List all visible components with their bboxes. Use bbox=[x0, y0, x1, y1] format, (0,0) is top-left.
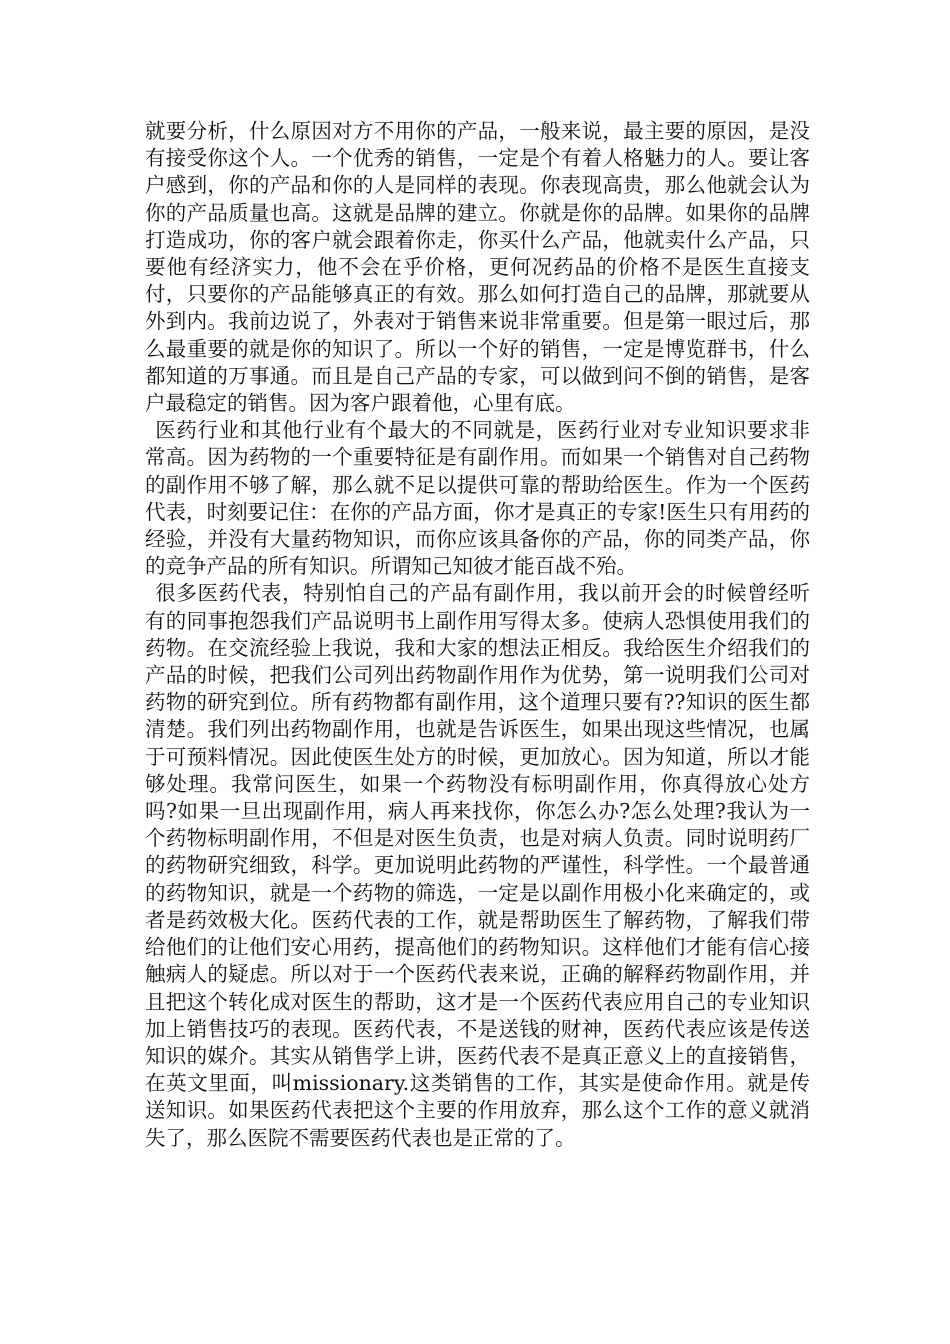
paragraph-brand: 就要分析，什么原因对方不用你的产品，一般来说，最主要的原因，是没有接受你这个人。一个优秀的销售，一定是个有着人格魅力的人。要让客户感到，你的产品和你的人是同样的表现。你表现高贵，那么他就会认为你的产品质量也高。这就是品牌的建立。你就是你的品牌。如果你的品牌打造成功，你的客户就会跟着你走，你买什么产品，他就卖什么产品，只要他有经济实力，他不会在乎价格，更何况药品的价格不是医生直接支付，只要你的产品能够真正的有效。那么如何打造自己的品牌，那就要从外到内。我前边说了，外表对于销售来说非常重要。但是第一眼过后，那么最重要的就是你的知识了。所以一个好的销售，一定是博览群书，什么都知道的万事通。而且是自己产品的专家，可以做到问不倒的销售，是客户最稳定的销售。因为客户跟着他，心里有底。 bbox=[145, 119, 810, 416]
paragraph-side-effects: 很多医药代表，特别怕自己的产品有副作用，我以前开会的时候曾经听有的同事抱怨我们产品说明书上副作用写得太多。使病人恐惧使用我们的药物。在交流经验上我说，我和大家的想法正相反。我给医生介绍我们的产品的时候，把我们公司列出药物副作用作为优势，第一说明我们公司对药物的研究到位。所有药物都有副作用，这个道理只要有??知识的医生都清楚。我们列出药物副作用，也就是告诉医生，如果出现这些情况，也属于可预料情况。因此使医生处方的时候，更加放心。因为知道，所以才能够处理。我常问医生，如果一个药物没有标明副作用，你真得放心处方吗?如果一旦出现副作用，病人再来找你，你怎么办?怎么处理?我认为一个药物标明副作用，不但是对医生负责，也是对病人负责。同时说明药厂的药物研究细致，科学。更加说明此药物的严谨性，科学性。一个最普通的药物知识，就是一个药物的筛选，一定是以副作用极小化来确定的，或者是药效极大化。医药代表的工作，就是帮助医生了解药物，了解我们带给他们的让他们安心用药，提高他们的药物知识。这样他们才能有信心接触病人的疑虑。所以对于一个医药代表来说，正确的解释药物副作用，并且把这个转化成对医生的帮助，这才是一个医药代表应用自己的专业知识加上销售技巧的表现。医药代表，不是送钱的财神，医药代表应该是传送知识的媒介。其实从销售学上讲，医药代表不是真正意义上的直接销售，在英文里面，叫missionary.这类销售的工作，其实是使命作用。就是传送知识。如果医药代表把这个主要的作用放弃，那么这个工作的意义就消失了，那么医院不需要医药代表也是正常的了。 bbox=[145, 581, 810, 1150]
document-page bbox=[145, 118, 810, 1152]
paragraph-professional-knowledge: 医药行业和其他行业有个最大的不同就是，医药行业对专业知识要求非常高。因为药物的一个重要特征是有副作用。而如果一个销售对自己药物的副作用不够了解，那么就不足以提供可靠的帮助给医生。作为一个医药代表，时刻要记住：在你的产品方面，你才是真正的专家!医生只有用药的经验，并没有大量药物知识，而你应该具备你的产品，你的同类产品，你的竞争产品的所有知识。所谓知己知彼才能百战不殆。 bbox=[145, 418, 810, 579]
